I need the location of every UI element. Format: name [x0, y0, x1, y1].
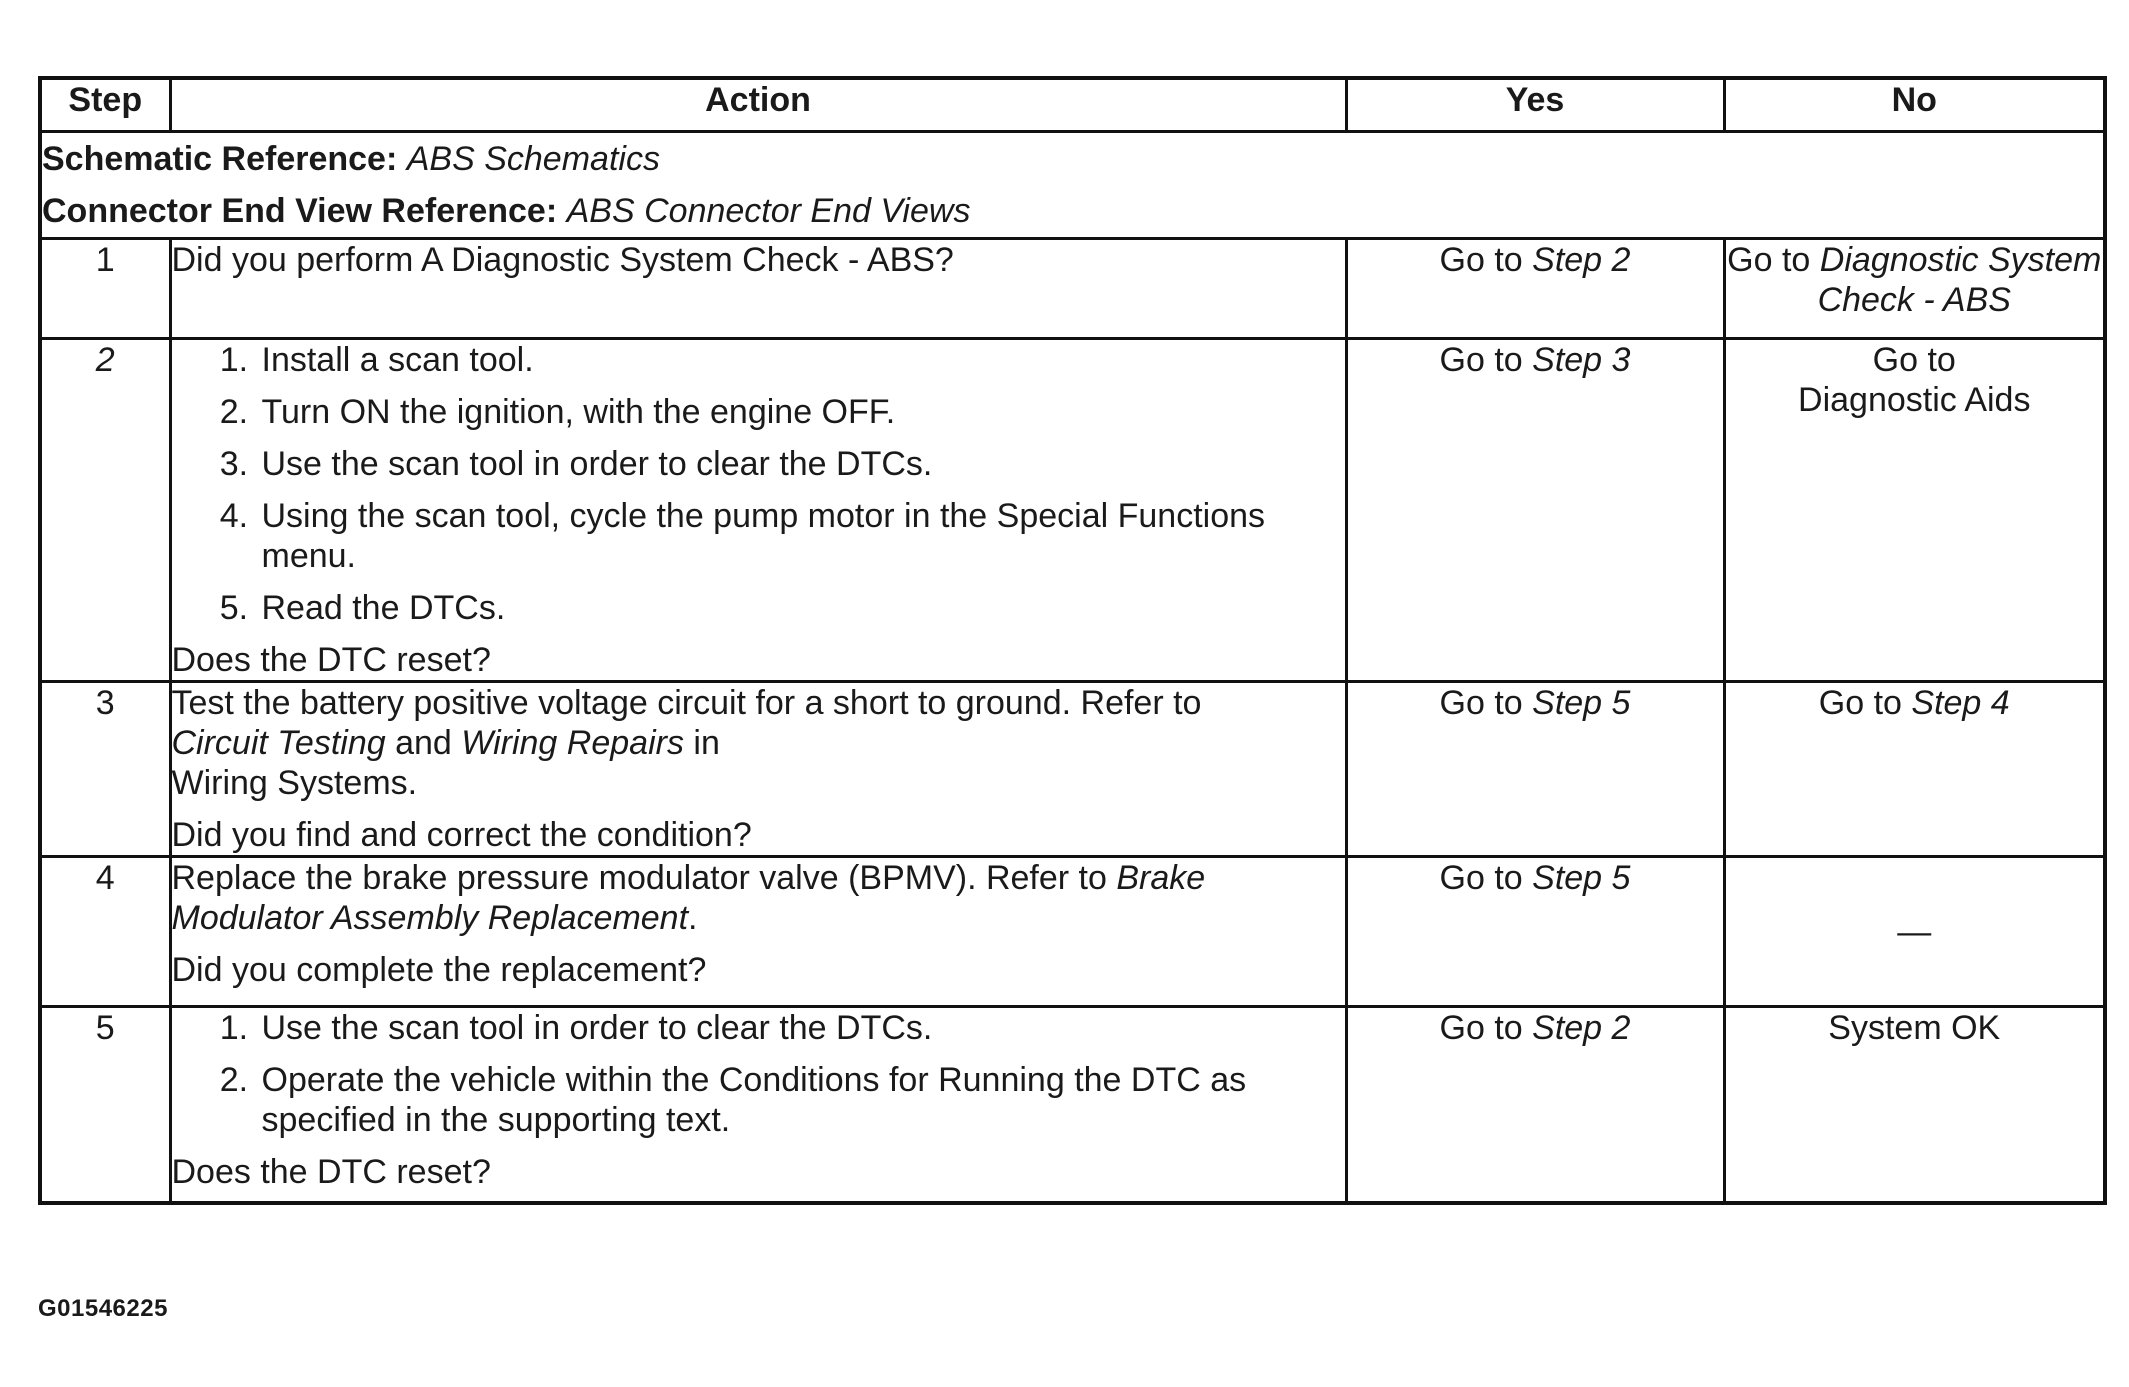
step-question: Did you find and correct the condition?	[171, 816, 752, 854]
table-header-row	[40, 78, 2105, 132]
step-instruction	[172, 858, 1345, 938]
no-prefix: Go to	[1818, 684, 1912, 722]
header-step: Step	[40, 78, 170, 132]
header-no: No	[1724, 78, 2105, 132]
yes-link[interactable]: Step 2	[1532, 241, 1631, 279]
connector-reference	[42, 185, 2103, 237]
action-cell	[170, 682, 1346, 857]
list-item: 3. Use the scan tool in order to clear the DTCs.	[258, 444, 1345, 484]
action-cell	[170, 339, 1346, 682]
reference-cell	[40, 132, 2105, 239]
no-link[interactable]: Step 4	[1911, 684, 2010, 722]
list-item: 5. Read the DTCs.	[258, 588, 1345, 628]
yes-cell	[1346, 857, 1724, 1007]
table-row-step-3	[40, 682, 2105, 857]
no-prefix: Go to	[1727, 241, 1820, 279]
yes-link[interactable]: Step 3	[1532, 341, 1631, 379]
no-cell: —	[1724, 857, 2105, 1007]
yes-prefix: Go to	[1439, 859, 1533, 897]
step-number: 3	[40, 682, 170, 857]
no-prefix: Go to	[1872, 341, 1956, 379]
list-item: 1. Use the scan tool in order to clear the DTCs.	[258, 1008, 1345, 1048]
table-row-step-4	[40, 857, 2105, 1007]
table-row-step-2	[40, 339, 2105, 682]
wiring-repairs-link[interactable]: Wiring Repairs	[461, 724, 684, 762]
yes-cell	[1346, 339, 1724, 682]
header-action: Action	[170, 78, 1346, 132]
step-number: 5	[40, 1007, 170, 1203]
brake-modulator-link[interactable]: Brake Modulator Assembly Replacement	[171, 859, 1206, 937]
step-instruction	[172, 683, 1345, 803]
no-cell	[1724, 682, 2105, 857]
no-cell	[1724, 339, 2105, 682]
schematic-reference-link[interactable]: ABS Schematics	[406, 140, 660, 178]
action-cell	[170, 1007, 1346, 1203]
yes-cell	[1346, 682, 1724, 857]
schematic-reference-label: Schematic Reference:	[42, 140, 398, 178]
step-number: 4	[40, 857, 170, 1007]
header-yes: Yes	[1346, 78, 1724, 132]
step-question: Did you perform A Diagnostic System Check - ABS?	[171, 241, 954, 279]
no-cell	[1724, 239, 2105, 339]
instruction-text: in	[683, 724, 720, 762]
figure-code: G01546225	[38, 1295, 168, 1322]
instruction-text: and	[385, 724, 462, 762]
yes-link[interactable]: Step 2	[1532, 1009, 1631, 1047]
action-cell	[170, 857, 1346, 1007]
step-question: Did you complete the replacement?	[171, 951, 707, 989]
connector-reference-link[interactable]: ABS Connector End Views	[566, 192, 971, 230]
no-cell: System OK	[1724, 1007, 2105, 1203]
instruction-text: Replace the brake pressure modulator valve (BPMV). Refer to	[171, 859, 1117, 897]
step-number: 1	[40, 239, 170, 339]
procedure-list	[172, 340, 1345, 628]
instruction-text: Wiring Systems.	[171, 764, 418, 802]
instruction-text: Test the battery positive voltage circuit for a short to ground. Refer to	[171, 684, 1202, 722]
reference-row	[40, 132, 2105, 239]
instruction-text: .	[688, 899, 698, 937]
circuit-testing-link[interactable]: Circuit Testing	[171, 724, 386, 762]
list-item: 1. Install a scan tool.	[258, 340, 1345, 380]
procedure-list	[172, 1008, 1345, 1140]
list-item: 2. Operate the vehicle within the Conditions for Running the DTC as specified in the supporting text.	[258, 1060, 1345, 1140]
yes-prefix: Go to	[1439, 1009, 1533, 1047]
no-link[interactable]: Diagnostic System Check - ABS	[1817, 241, 2102, 319]
yes-prefix: Go to	[1439, 684, 1533, 722]
yes-prefix: Go to	[1439, 241, 1533, 279]
list-item: 2. Turn ON the ignition, with the engine OFF.	[258, 392, 1345, 432]
yes-cell	[1346, 1007, 1724, 1203]
step-question: Does the DTC reset?	[171, 1153, 491, 1191]
step-number: 2	[40, 339, 170, 682]
yes-link[interactable]: Step 5	[1532, 859, 1631, 897]
step-question: Does the DTC reset?	[171, 641, 491, 679]
diagnostic-table	[38, 76, 2107, 1205]
table-row-step-5	[40, 1007, 2105, 1203]
connector-reference-label: Connector End View Reference:	[42, 192, 558, 230]
yes-link[interactable]: Step 5	[1532, 684, 1631, 722]
no-link[interactable]: Diagnostic Aids	[1798, 381, 2031, 419]
yes-prefix: Go to	[1439, 341, 1533, 379]
schematic-reference	[42, 133, 2103, 185]
diagnostic-table-sheet	[38, 76, 2103, 1205]
yes-cell	[1346, 239, 1724, 339]
list-item: 4. Using the scan tool, cycle the pump motor in the Special Functions menu.	[258, 496, 1345, 576]
action-cell	[170, 239, 1346, 339]
table-row-step-1	[40, 239, 2105, 339]
